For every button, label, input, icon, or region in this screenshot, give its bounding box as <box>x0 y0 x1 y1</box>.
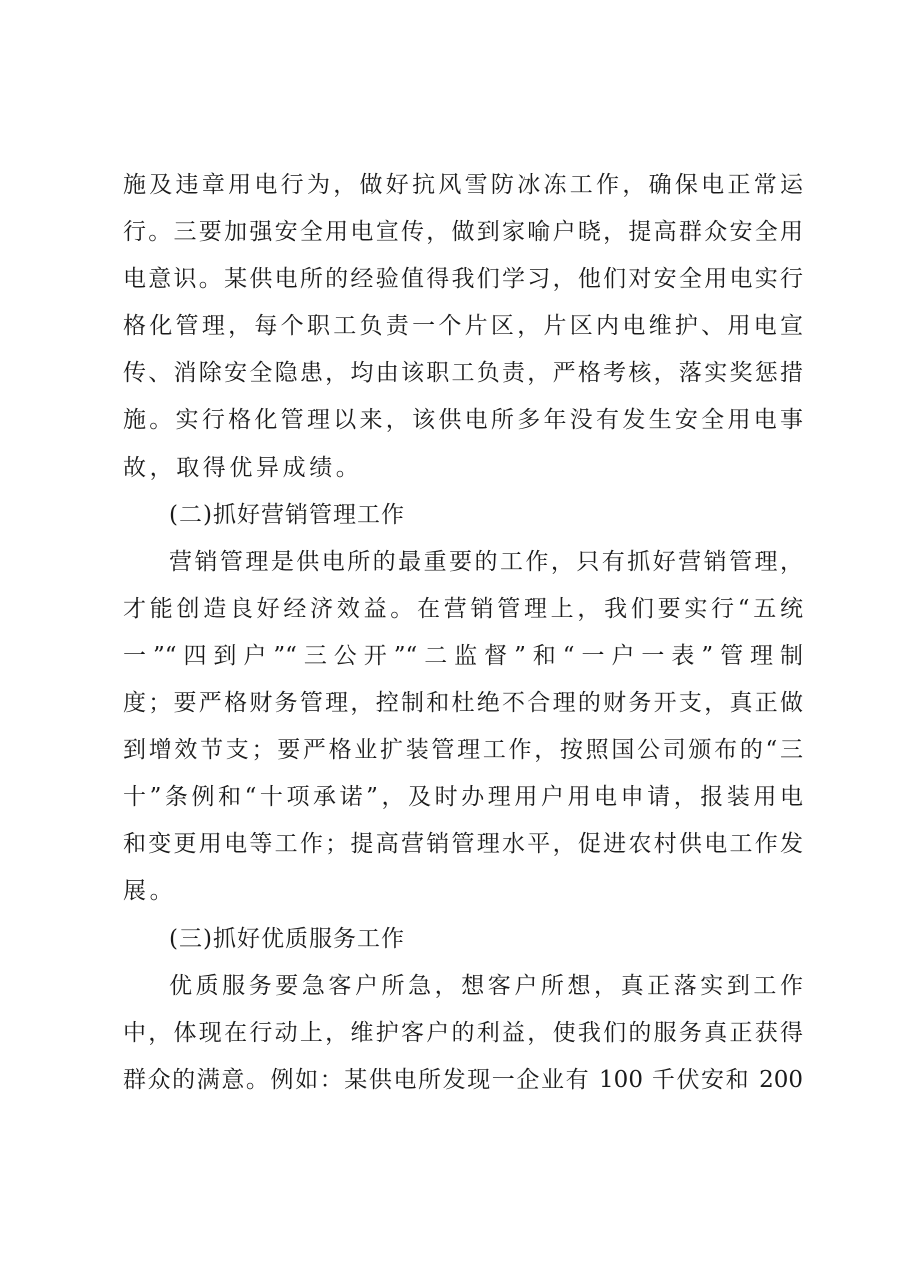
paragraph-2-line-1: 营销管理是供电所的最重要的工作，只有抓好营销管理， <box>169 548 803 575</box>
section-heading-2: (二)抓好营销管理工作 <box>169 501 405 528</box>
paragraph-2-line-7: 和变更用电等工作；提高营销管理水平，促进农村供电工作发 <box>123 831 803 858</box>
paragraph-3-line-2: 中，体现在行动上，维护客户的利益，使我们的服务真正获得 <box>123 1019 803 1046</box>
paragraph-2-line-4: 度；要严格财务管理，控制和杜绝不合理的财务开支，真正做 <box>123 690 803 717</box>
paragraph-1-line-6: 施。实行格化管理以来，该供电所多年没有发生安全用电事 <box>123 407 803 434</box>
paragraph-1-line-1: 施及违章用电行为，做好抗风雪防冰冻工作，确保电正常运 <box>123 172 803 198</box>
paragraph-2-line-2: 才能创造良好经济效益。在营销管理上，我们要实行“五统 <box>123 595 803 622</box>
paragraph-1-line-7: 故，取得优异成绩。 <box>123 454 363 481</box>
paragraph-2-line-8: 展。 <box>123 878 177 905</box>
section-heading-3: (三)抓好优质服务工作 <box>169 925 405 952</box>
paragraph-2-line-3: 一”“四到户”“三公开”“二监督”和“一户一表”管理制 <box>123 642 803 669</box>
paragraph-3-line-1: 优质服务要急客户所急，想客户所想，真正落实到工作 <box>169 972 803 999</box>
paragraph-3-line-3: 群众的满意。例如：某供电所发现一企业有 100 千伏安和 200 <box>123 1066 803 1093</box>
paragraph-2-line-6: 十”条例和“十项承诺”，及时办理用户用电申请，报装用电 <box>123 784 803 811</box>
paragraph-1-line-2: 行。三要加强安全用电宣传，做到家喻户晓，提高群众安全用 <box>123 219 803 246</box>
document-body <box>123 162 803 1104</box>
paragraph-1-line-3: 电意识。某供电所的经验值得我们学习，他们对安全用电实行 <box>123 266 803 293</box>
paragraph-1-line-4: 格化管理，每个职工负责一个片区，片区内电维护、用电宣 <box>123 313 803 340</box>
paragraph-2-line-5: 到增效节支；要严格业扩装管理工作，按照国公司颁布的“三 <box>123 737 803 764</box>
paragraph-1-line-5: 传、消除安全隐患，均由该职工负责，严格考核，落实奖惩措 <box>123 360 803 387</box>
